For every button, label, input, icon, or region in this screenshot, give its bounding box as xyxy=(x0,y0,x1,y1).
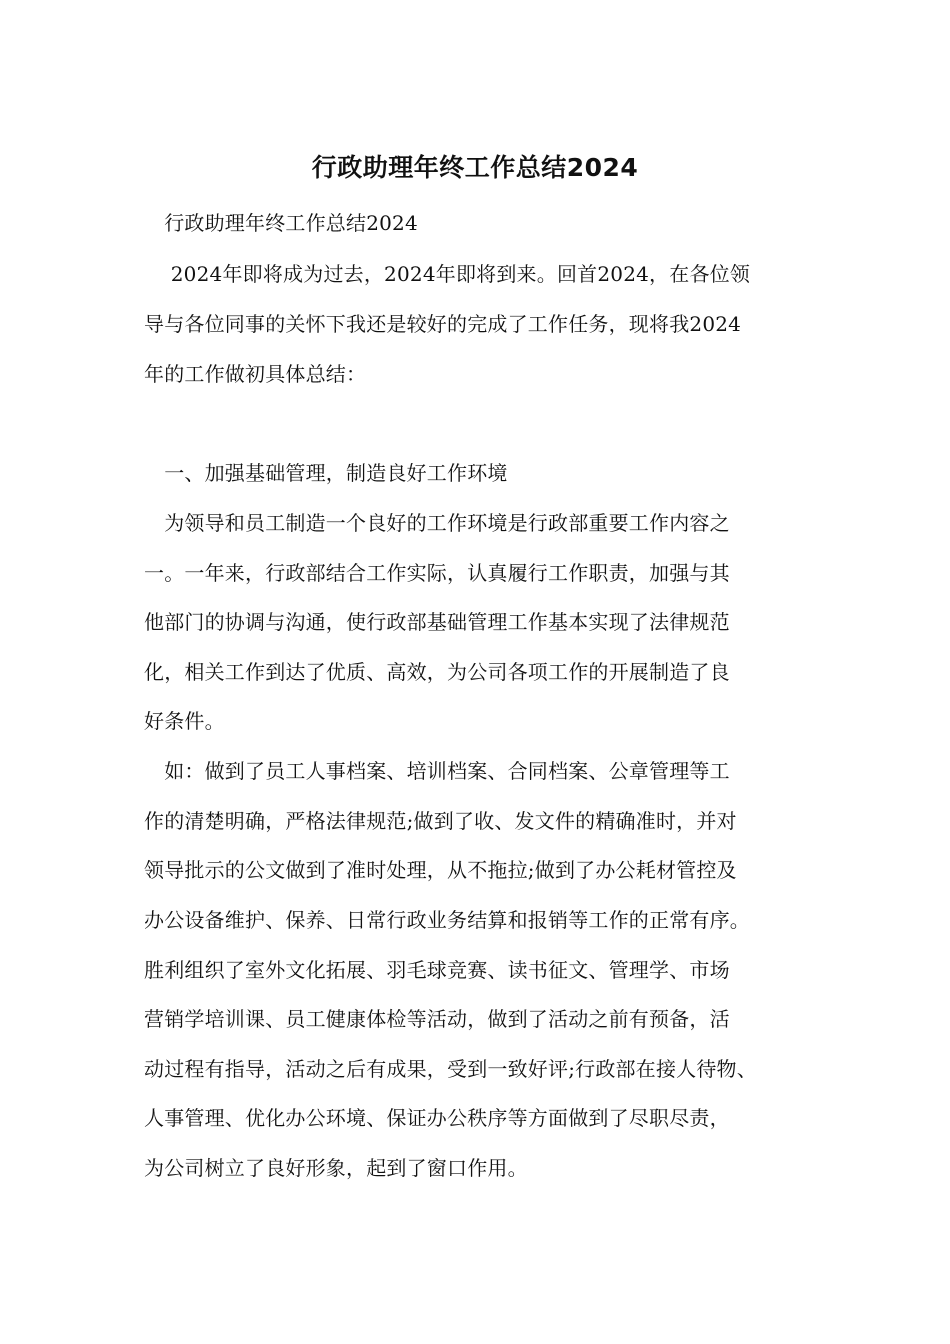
paragraph-line: 营销学培训课、员工健康体检等活动，做到了活动之前有预备，活 xyxy=(144,1007,730,1031)
paragraph-line: 为公司树立了良好形象，起到了窗口作用。 xyxy=(144,1156,528,1180)
paragraph-line: 办公设备维护、保养、日常行政业务结算和报销等工作的正常有序。 xyxy=(144,908,750,932)
paragraph-line: 年的工作做初具体总结： xyxy=(144,362,367,386)
paragraph-line: 化，相关工作到达了优质、高效，为公司各项工作的开展制造了良 xyxy=(144,660,730,684)
paragraph-line: 作的清楚明确，严格法律规范;做到了收、发文件的精确准时，并对 xyxy=(144,809,737,833)
paragraph-line: 导与各位同事的关怀下我还是较好的完成了工作任务，现将我2024 xyxy=(144,312,742,336)
paragraph-line: 领导批示的公文做到了准时处理，从不拖拉;做到了办公耗材管控及 xyxy=(144,858,737,882)
paragraph-line: 为领导和员工制造一个良好的工作环境是行政部重要工作内容之 xyxy=(144,511,730,535)
paragraph-line: 一。一年来，行政部结合工作实际，认真履行工作职责，加强与其 xyxy=(144,561,730,585)
paragraph-line: 如：做到了员工人事档案、培训档案、合同档案、公章管理等工 xyxy=(144,759,730,783)
section-heading: 一、加强基础管理，制造良好工作环境 xyxy=(144,461,508,485)
paragraph-line: 他部门的协调与沟通，使行政部基础管理工作基本实现了法律规范 xyxy=(144,610,730,634)
paragraph-line: 胜利组织了室外文化拓展、羽毛球竞赛、读书征文、管理学、市场 xyxy=(144,958,730,982)
paragraph-line: 动过程有指导，活动之后有成果，受到一致好评;行政部在接人待物、 xyxy=(144,1057,757,1081)
document-title: 行政助理年终工作总结2024 xyxy=(311,153,639,182)
paragraph-line: 2024年即将成为过去，2024年即将到来。回首2024，在各位领 xyxy=(144,262,751,286)
paragraph-line: 人事管理、优化办公环境、保证办公秩序等方面做到了尽职尽责， xyxy=(144,1106,730,1130)
paragraph-line: 好条件。 xyxy=(144,709,225,733)
subtitle-line: 行政助理年终工作总结2024 xyxy=(144,211,418,235)
